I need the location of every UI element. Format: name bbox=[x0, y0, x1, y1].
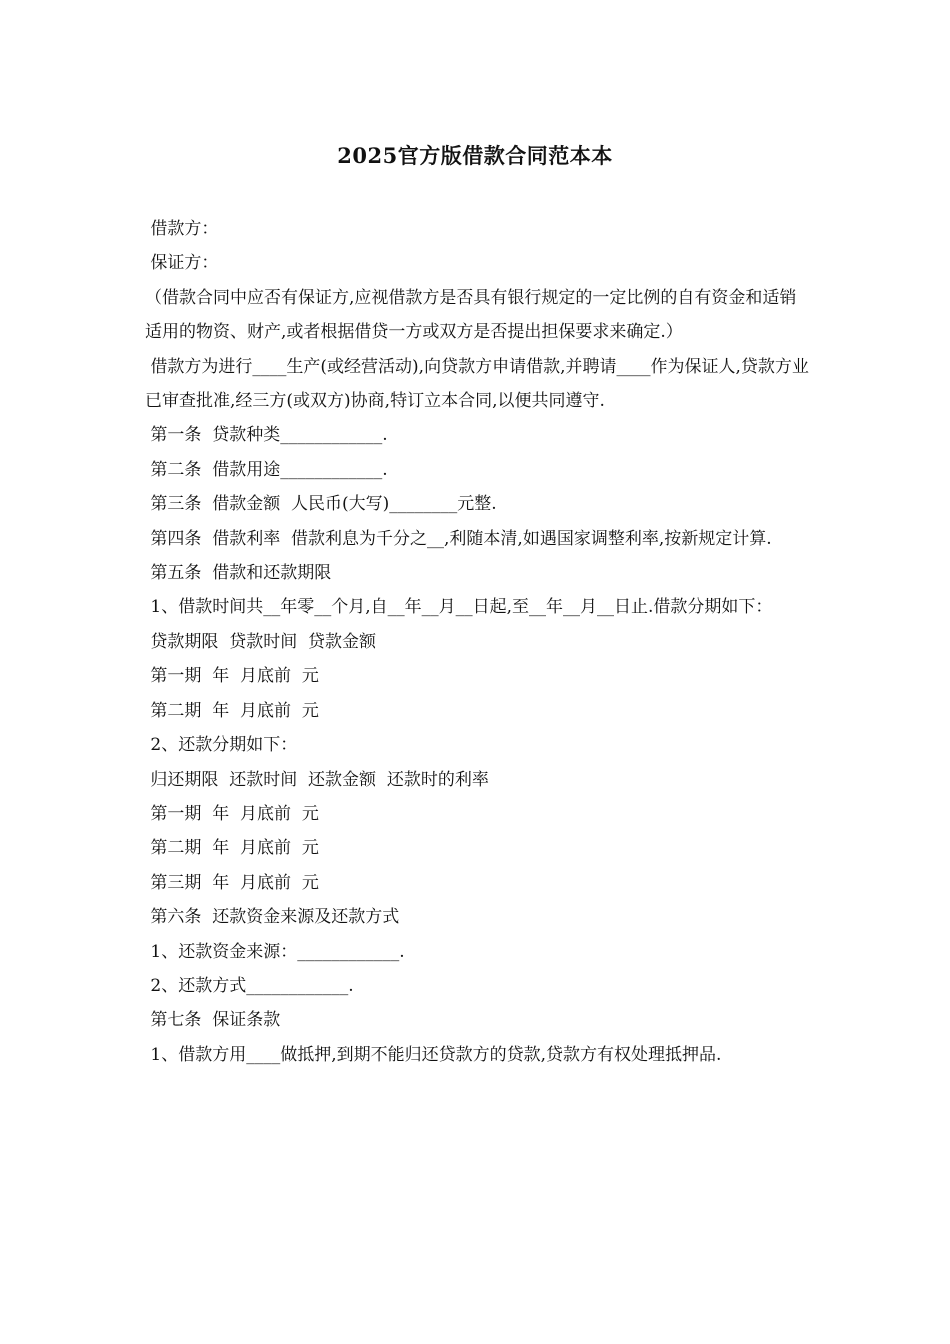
article-7-clause-1: 1、借款方用____做抵押,到期不能归还贷款方的贷款,贷款方有权处理抵押品. bbox=[145, 1044, 722, 1065]
article-5-clause-2: 2、还款分期如下： bbox=[145, 735, 298, 756]
repayment-schedule-row: 第三期 年 月底前 元 bbox=[145, 872, 319, 893]
repayment-schedule-row: 第二期 年 月底前 元 bbox=[145, 838, 319, 859]
article-6-clause-1: 1、还款资金来源：____________. bbox=[145, 941, 405, 962]
article-4: 第四条 借款利率 借款利息为千分之__,利随本清,如遇国家调整利率,按新规定计算. bbox=[145, 528, 772, 549]
article-6-heading: 第六条 还款资金来源及还款方式 bbox=[145, 907, 400, 928]
preamble: 借款方为进行____生产(或经营活动),向贷款方申请借款,并聘请____作为保证人,贷款方业已审查批准,经三方(或双方)协商,特订立本合同,以便共同遵守. bbox=[145, 356, 809, 412]
party-borrower: 借款方： bbox=[145, 219, 219, 239]
article-3: 第三条 借款金额 人民币(大写)________元整. bbox=[145, 494, 497, 515]
document-title: 2025官方版借款合同范本本 bbox=[337, 143, 613, 168]
loan-schedule-row: 第一期 年 月底前 元 bbox=[145, 666, 319, 687]
repayment-schedule-header: 归还期限 还款时间 还款金额 还款时的利率 bbox=[145, 769, 489, 790]
document-body bbox=[145, 212, 810, 1072]
loan-schedule-row: 第二期 年 月底前 元 bbox=[145, 700, 319, 721]
repayment-schedule-row: 第一期 年 月底前 元 bbox=[145, 803, 319, 824]
guarantor-note: （借款合同中应否有保证方,应视借款方是否具有银行规定的一定比例的自有资金和适销适用的物资、财产,或者根据借贷一方或双方是否提出担保要求来确定.） bbox=[145, 287, 797, 343]
party-guarantor: 保证方： bbox=[145, 253, 219, 274]
article-7-heading: 第七条 保证条款 bbox=[145, 1010, 281, 1031]
article-2: 第二条 借款用途____________. bbox=[145, 459, 388, 480]
article-6-clause-2: 2、还款方式____________. bbox=[145, 975, 354, 996]
article-5-clause-1: 1、借款时间共__年零__个月,自__年__月__日起,至__年__月__日止.借款分期如下： bbox=[145, 597, 773, 618]
loan-schedule-header: 贷款期限 贷款时间 贷款金额 bbox=[145, 631, 377, 652]
article-5-heading: 第五条 借款和还款期限 bbox=[145, 563, 332, 584]
article-1: 第一条 贷款种类____________. bbox=[145, 425, 388, 446]
